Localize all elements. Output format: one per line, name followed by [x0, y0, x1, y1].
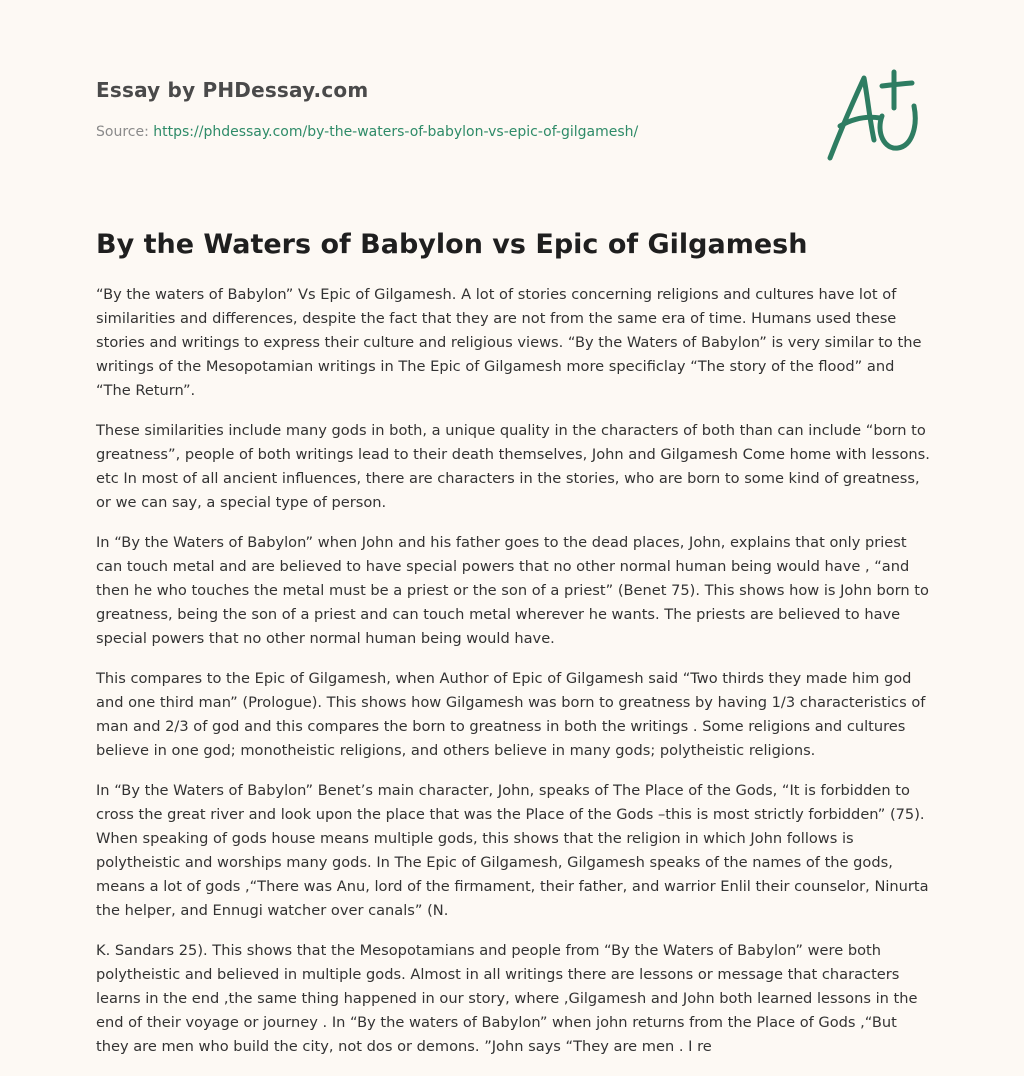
paragraph: “By the waters of Babylon” Vs Epic of Gilgamesh. A lot of stories concerning religions and cultures have lot of similarities and differences, despite the fact that they are not from the same era of time. Humans used these stories and writings to express their culture and religious views. “By the Waters of Babylon” is very similar to the writings of the Mesopotamian writings in The Epic of Gilgamesh more specificlay “The story of the flood” and “The Return”.: [96, 286, 922, 399]
paragraph: In “By the Waters of Babylon” when John and his father goes to the dead places, John, explains that only priest can touch metal and are believed to have special powers that no other normal human being would have , “and then he who touches the metal must be a priest or the son of a priest” (Benet 75). This shows how is John born to greatness, being the son of a priest and can touch metal wherever he wants. The priests are believed to have special powers that no other normal human being would have.: [96, 534, 929, 647]
source-link[interactable]: https://phdessay.com/by-the-waters-of-babylon-vs-epic-of-gilgamesh/: [153, 124, 639, 140]
page-title: By the Waters of Babylon vs Epic of Gilgamesh: [96, 229, 808, 260]
paragraph: This compares to the Epic of Gilgamesh, when Author of Epic of Gilgamesh said “Two thirds they made him god and one third man” (Prologue). This shows how Gilgamesh was born to greatness by having 1/3 characteristics of man and 2/3 of god and this compares the born to greatness in both the writings . Some religions and cultures believe in one god; monotheistic religions, and others believe in many gods; polytheistic religions.: [96, 670, 926, 759]
source-label: Source:: [96, 124, 149, 140]
header: [96, 76, 796, 142]
paragraph: In “By the Waters of Babylon” Benet’s main character, John, speaks of The Place of the Gods, “It is forbidden to cross the great river and look upon the place that was the Place of the Gods –this is most strictly forbidden” (75). When speaking of gods house means multiple gods, this shows that the religion in which John follows is polytheistic and worships many gods. In The Epic of Gilgamesh, Gilgamesh speaks of the names of the gods, means a lot of gods ,“There was Anu, lord of the firmament, their father, and warrior Enlil their counselor, Ninurta the helper, and Ennugi watcher over canals” (N.: [96, 782, 929, 919]
a-plus-grade-icon: [818, 66, 930, 166]
source-line: [96, 122, 796, 142]
article-body: [96, 283, 930, 1075]
site-brand: Essay by PHDessay.com: [96, 78, 369, 102]
paragraph: These similarities include many gods in both, a unique quality in the characters of both than can include “born to greatness”, people of both writings lead to their death themselves, John and Gilgamesh Come home with lessons. etc In most of all ancient influences, there are characters in the stories, who are born to some kind of greatness, or we can say, a special type of person.: [96, 422, 930, 511]
paragraph: K. Sandars 25). This shows that the Mesopotamians and people from “By the Waters of Babylon” were both polytheistic and believed in multiple gods. Almost in all writings there are lessons or message that characters learns in the end ,the same thing happened in our story, where ,Gilgamesh and John both learned lessons in the end of their voyage or journey . In “By the waters of Babylon” when john returns from the Place of Gods ,“But they are men who build the city, not dos or demons. ”John says “They are men . I re: [96, 942, 918, 1055]
